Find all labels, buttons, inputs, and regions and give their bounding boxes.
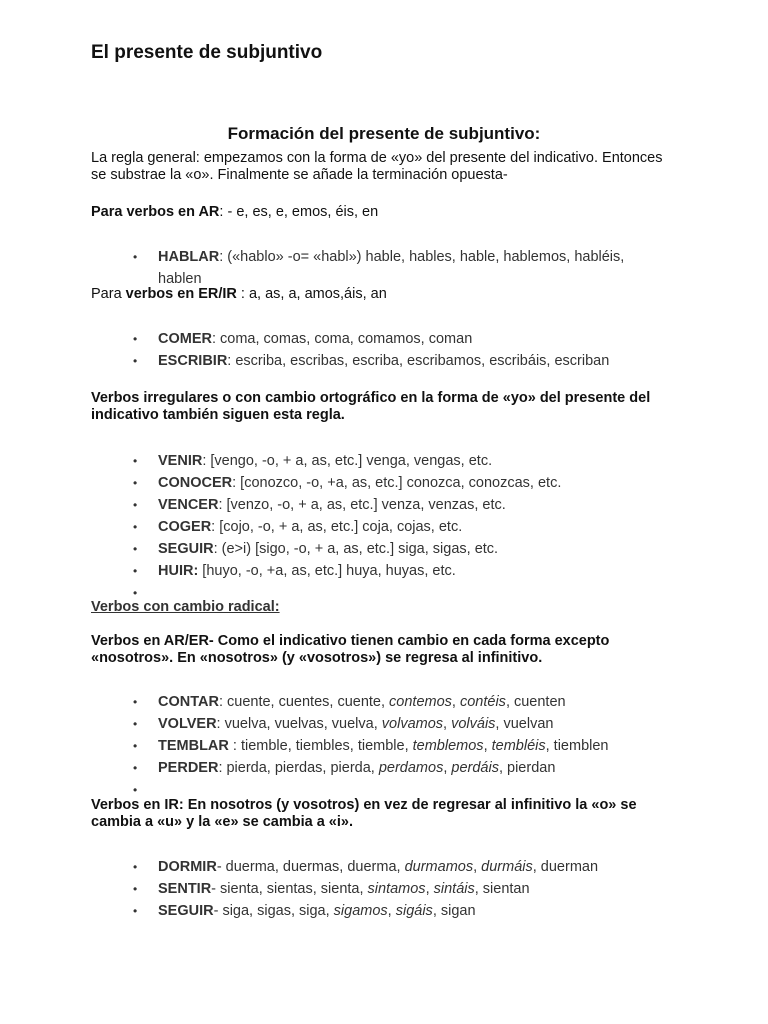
verb-forms: : [conozco, -o, +a, as, etc.] conozca, conozcas, etc.: [232, 475, 562, 491]
bullet-icon: •: [133, 882, 138, 896]
verb-name: VENCER: [158, 497, 219, 513]
page-title: El presente de subjuntivo: [91, 42, 323, 63]
verb-forms: : («hablo» -o= «habl») hable, hables, hable, hablemos, habléis,: [219, 249, 625, 265]
arer-note: Verbos en AR/ER- Como el indicativo tienen cambio en cada forma excepto «nosotros». En «nosotros» (y «vosotros») se regresa al infinitivo.: [91, 633, 610, 666]
verb-name: PERDER: [158, 760, 219, 776]
radical-heading: [91, 599, 671, 616]
erir-examples-list: [91, 328, 691, 372]
verb-form-vosotros: volváis: [451, 716, 496, 732]
verb-form-nosotros: sigamos: [333, 903, 388, 919]
hablar-list: [91, 246, 691, 287]
verb-name: ESCRIBIR: [158, 353, 228, 369]
list-item: [91, 472, 691, 494]
erir-rule-label: verbos en ER/IR: [125, 286, 237, 302]
list-item: [91, 856, 691, 878]
bullet-icon: •: [133, 717, 138, 731]
list-item: [91, 713, 691, 735]
verb-form-nosotros: durmamos: [404, 859, 474, 875]
radical-heading-text: Verbos con cambio radical:: [91, 599, 280, 615]
intro-paragraph: La regla general: empezamos con la forma de «yo» del presente del indicativo. Entonces se substrae la «o». Finalmente se añade la terminación opuesta-: [91, 150, 663, 183]
separator: ,: [425, 881, 434, 897]
verb-name: HUIR:: [158, 563, 199, 579]
ar-rule: [91, 204, 671, 221]
verb-name: SEGUIR: [158, 903, 214, 919]
bullet-icon: •: [133, 860, 138, 874]
verb-form-vosotros: sigáis: [395, 903, 433, 919]
separator: ,: [473, 859, 482, 875]
verb-forms: : (e>i) [sigo, -o, + a, as, etc.] siga, sigas, etc.: [213, 541, 499, 557]
ar-rule-endings: : - e, es, e, emos, éis, en: [219, 204, 379, 220]
verb-form-vosotros: sintáis: [433, 881, 475, 897]
verb-forms: : [venzo, -o, + a, as, etc.] venza, venzas, etc.: [218, 497, 506, 513]
erir-rule: [91, 286, 671, 303]
irregular-examples-list: [91, 450, 691, 604]
bullet-icon: •: [133, 454, 138, 468]
bullet-icon: •: [133, 739, 138, 753]
verb-form-nosotros: contemos: [389, 694, 452, 710]
bullet-icon: •: [133, 783, 138, 797]
verb-forms: : escriba, escribas, escriba, escribamos, escribáis, escriban: [227, 353, 610, 369]
verb-name: TEMBLAR: [158, 738, 229, 754]
verb-name: SEGUIR: [158, 541, 214, 557]
bullet-icon: •: [133, 761, 138, 775]
verb-form-vosotros: tembléis: [491, 738, 546, 754]
verb-forms: : [cojo, -o, + a, as, etc.] coja, cojas, etc.: [211, 519, 463, 535]
verb-name: HABLAR: [158, 249, 220, 265]
section-heading: Formación del presente de subjuntivo:: [227, 124, 541, 143]
verb-form-last: , duerman: [532, 859, 599, 875]
list-item: [91, 328, 691, 350]
separator: ,: [443, 716, 452, 732]
verb-name: SENTIR: [158, 881, 212, 897]
ir-examples-list: [91, 856, 691, 922]
bullet-icon: •: [133, 542, 138, 556]
verb-forms: : coma, comas, coma, comamos, coman: [211, 331, 473, 347]
verb-forms: : pierda, pierdas, pierda,: [218, 760, 379, 776]
verb-form-last: , sientan: [474, 881, 530, 897]
verb-name: DORMIR: [158, 859, 217, 875]
verb-form-nosotros: volvamos: [381, 716, 444, 732]
erir-rule-endings: : a, as, a, amos,áis, an: [236, 286, 387, 302]
ar-rule-label: Para verbos en AR: [91, 204, 220, 220]
list-item: [91, 350, 691, 372]
verb-form-nosotros: sintamos: [367, 881, 426, 897]
bullet-icon: •: [133, 354, 138, 368]
separator: ,: [387, 903, 396, 919]
ir-note: Verbos en IR: En nosotros (y vosotros) en vez de regresar al infinitivo la «o» se cambia a «u» y la «e» se cambia a «i».: [91, 797, 637, 830]
bullet-icon: •: [133, 904, 138, 918]
separator: ,: [483, 738, 492, 754]
list-item: [91, 900, 691, 922]
verb-forms: [huyo, -o, +a, as, etc.] huya, huyas, etc.: [198, 563, 456, 579]
list-item: [91, 516, 691, 538]
verb-form-vosotros: contéis: [459, 694, 506, 710]
verb-form-last: , cuenten: [505, 694, 566, 710]
list-item: [91, 450, 691, 472]
list-item: [91, 494, 691, 516]
irregular-note: Verbos irregulares o con cambio ortográfico en la forma de «yo» del presente del indicativo también siguen esta regla.: [91, 390, 651, 423]
bullet-icon: •: [133, 586, 138, 600]
arer-examples-list: [91, 691, 691, 801]
verb-forms: : vuelva, vuelvas, vuelva,: [216, 716, 382, 732]
verb-forms: : cuente, cuentes, cuente,: [218, 694, 390, 710]
verb-forms: - siga, sigas, siga,: [213, 903, 334, 919]
list-item: [91, 757, 691, 779]
list-item: [91, 735, 691, 757]
verb-form-last: , tiemblen: [545, 738, 609, 754]
verb-form-vosotros: perdáis: [451, 760, 499, 776]
bullet-icon: •: [133, 695, 138, 709]
list-item: [91, 560, 691, 582]
bullet-icon: •: [133, 250, 138, 264]
bullet-icon: •: [133, 332, 138, 346]
verb-form-last: , pierdan: [498, 760, 556, 776]
verb-name: VENIR: [158, 453, 203, 469]
verb-name: CONOCER: [158, 475, 233, 491]
bullet-icon: •: [133, 564, 138, 578]
bullet-icon: •: [133, 520, 138, 534]
bullet-icon: •: [133, 476, 138, 490]
separator: ,: [443, 760, 452, 776]
list-item: [91, 246, 691, 287]
verb-form-last: , sigan: [432, 903, 476, 919]
separator: ,: [451, 694, 460, 710]
bullet-icon: •: [133, 498, 138, 512]
verb-form-vosotros: durmáis: [481, 859, 533, 875]
verb-form-last: , vuelvan: [495, 716, 554, 732]
list-item: [91, 691, 691, 713]
verb-name: VOLVER: [158, 716, 217, 732]
verb-name: CONTAR: [158, 694, 219, 710]
erir-rule-prefix: Para: [91, 286, 126, 302]
list-item: [91, 878, 691, 900]
verb-form-nosotros: perdamos: [378, 760, 444, 776]
verb-forms: : tiemble, tiembles, tiemble,: [228, 738, 413, 754]
list-item: [91, 538, 691, 560]
verb-form-nosotros: temblemos: [412, 738, 484, 754]
verb-forms-continued: hablen: [158, 271, 202, 287]
verb-forms: : [vengo, -o, + a, as, etc.] venga, vengas, etc.: [202, 453, 493, 469]
verb-forms: - duerma, duermas, duerma,: [216, 859, 405, 875]
verb-forms: - sienta, sientas, sienta,: [211, 881, 368, 897]
verb-name: COGER: [158, 519, 212, 535]
verb-name: COMER: [158, 331, 212, 347]
